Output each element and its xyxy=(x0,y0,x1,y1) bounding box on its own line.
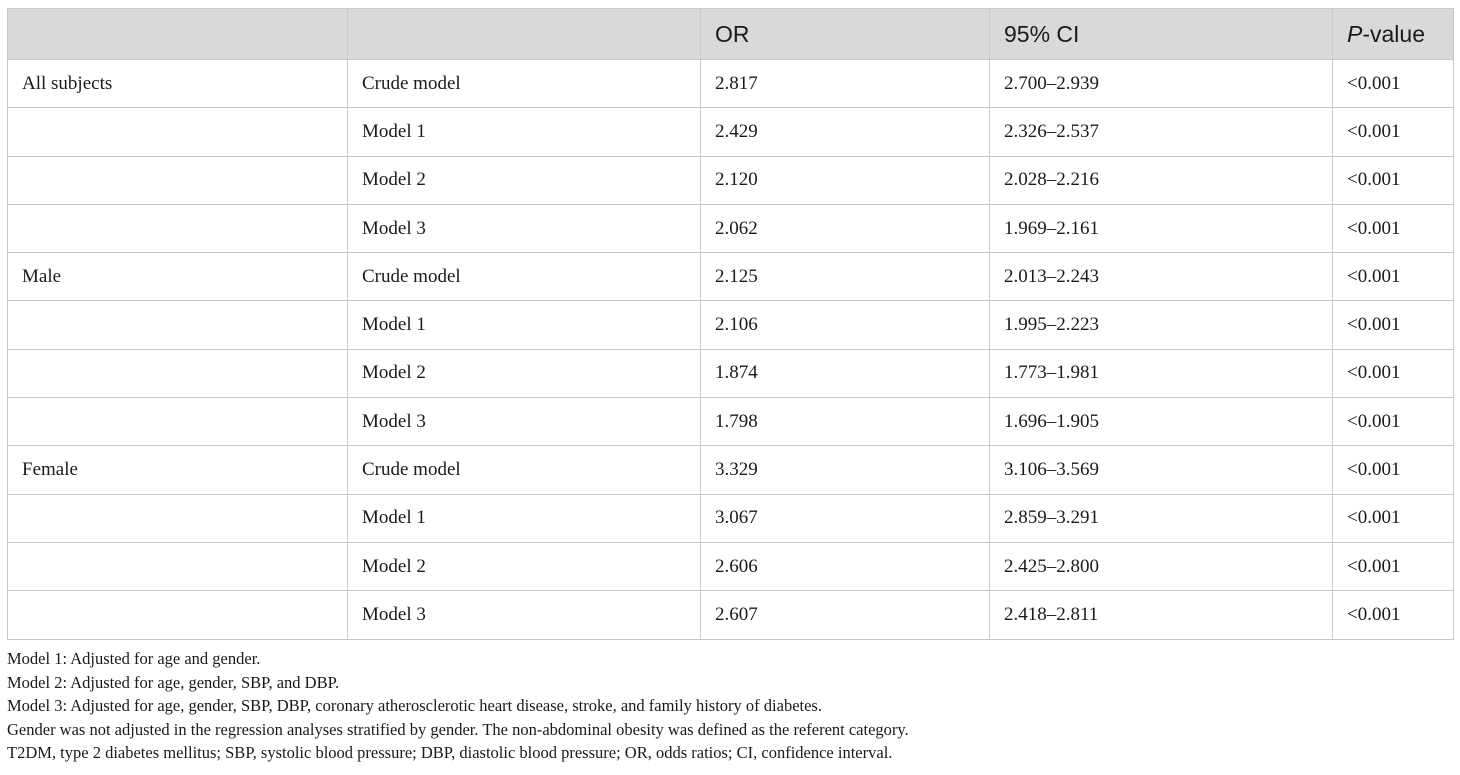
cell-or: 2.429 xyxy=(701,108,990,156)
cell-ci: 1.995–2.223 xyxy=(990,301,1333,349)
table-header-row xyxy=(8,9,1454,60)
results-table-container xyxy=(7,8,1453,640)
cell-ci: 2.326–2.537 xyxy=(990,108,1333,156)
cell-or: 3.067 xyxy=(701,494,990,542)
header-p-rest: -value xyxy=(1362,20,1425,47)
cell-or: 2.607 xyxy=(701,591,990,639)
cell-p-value: <0.001 xyxy=(1333,446,1454,494)
header-p-italic: P xyxy=(1347,20,1363,47)
cell-p-value: <0.001 xyxy=(1333,542,1454,590)
header-ci: 95% CI xyxy=(990,9,1333,60)
cell-or: 1.798 xyxy=(701,398,990,446)
cell-model: Model 1 xyxy=(348,301,701,349)
cell-p-value: <0.001 xyxy=(1333,301,1454,349)
cell-or: 1.874 xyxy=(701,349,990,397)
table-row xyxy=(8,349,1454,397)
cell-or: 2.062 xyxy=(701,204,990,252)
cell-model: Model 2 xyxy=(348,349,701,397)
cell-group: Male xyxy=(8,253,348,301)
table-row xyxy=(8,108,1454,156)
header-p-value xyxy=(1333,9,1454,60)
footnote-model-1: Model 1: Adjusted for age and gender. xyxy=(7,649,261,668)
table-row xyxy=(8,253,1454,301)
header-or: OR xyxy=(701,9,990,60)
cell-group xyxy=(8,301,348,349)
cell-model: Crude model xyxy=(348,446,701,494)
cell-group xyxy=(8,156,348,204)
cell-ci: 1.696–1.905 xyxy=(990,398,1333,446)
table-row xyxy=(8,204,1454,252)
header-group xyxy=(8,9,348,60)
cell-or: 2.817 xyxy=(701,60,990,108)
cell-ci: 2.028–2.216 xyxy=(990,156,1333,204)
cell-p-value: <0.001 xyxy=(1333,253,1454,301)
cell-p-value: <0.001 xyxy=(1333,349,1454,397)
cell-model: Model 3 xyxy=(348,204,701,252)
cell-or: 2.120 xyxy=(701,156,990,204)
cell-model: Crude model xyxy=(348,60,701,108)
table-row xyxy=(8,494,1454,542)
cell-p-value: <0.001 xyxy=(1333,398,1454,446)
footnote-gender: Gender was not adjusted in the regression analyses stratified by gender. The non-abdominal obesity was defined as the referent category. xyxy=(7,719,909,739)
table-body xyxy=(8,60,1454,640)
cell-group xyxy=(8,349,348,397)
table-row xyxy=(8,156,1454,204)
cell-model: Crude model xyxy=(348,253,701,301)
cell-group xyxy=(8,591,348,639)
table-row xyxy=(8,60,1454,108)
cell-p-value: <0.001 xyxy=(1333,494,1454,542)
cell-group: All subjects xyxy=(8,60,348,108)
footnote-model-2: Model 2: Adjusted for age, gender, SBP, and DBP. xyxy=(7,672,340,692)
cell-ci: 3.106–3.569 xyxy=(990,446,1333,494)
table-footnotes xyxy=(7,647,1453,765)
table-row xyxy=(8,446,1454,494)
table-row xyxy=(8,301,1454,349)
cell-ci: 2.013–2.243 xyxy=(990,253,1333,301)
cell-ci: 1.773–1.981 xyxy=(990,349,1333,397)
cell-group xyxy=(8,542,348,590)
cell-model: Model 2 xyxy=(348,542,701,590)
cell-ci: 2.859–3.291 xyxy=(990,494,1333,542)
cell-ci: 2.425–2.800 xyxy=(990,542,1333,590)
cell-group xyxy=(8,108,348,156)
cell-or: 3.329 xyxy=(701,446,990,494)
cell-model: Model 2 xyxy=(348,156,701,204)
footnote-model-3: Model 3: Adjusted for age, gender, SBP, DBP, coronary atherosclerotic heart disease, stroke, and family history of diabetes. xyxy=(7,696,822,715)
cell-group xyxy=(8,204,348,252)
cell-model: Model 3 xyxy=(348,398,701,446)
table-row xyxy=(8,591,1454,639)
cell-group: Female xyxy=(8,446,348,494)
cell-ci: 2.700–2.939 xyxy=(990,60,1333,108)
cell-group xyxy=(8,494,348,542)
footnote-abbreviations: T2DM, type 2 diabetes mellitus; SBP, systolic blood pressure; DBP, diastolic blood pressure; OR, odds ratios; CI, confidence interval. xyxy=(7,743,893,762)
cell-model: Model 3 xyxy=(348,591,701,639)
cell-p-value: <0.001 xyxy=(1333,60,1454,108)
odds-ratio-table xyxy=(7,8,1454,640)
cell-p-value: <0.001 xyxy=(1333,108,1454,156)
cell-ci: 1.969–2.161 xyxy=(990,204,1333,252)
cell-or: 2.125 xyxy=(701,253,990,301)
cell-or: 2.106 xyxy=(701,301,990,349)
cell-model: Model 1 xyxy=(348,108,701,156)
table-row xyxy=(8,398,1454,446)
cell-ci: 2.418–2.811 xyxy=(990,591,1333,639)
cell-p-value: <0.001 xyxy=(1333,156,1454,204)
cell-group xyxy=(8,398,348,446)
table-row xyxy=(8,542,1454,590)
cell-or: 2.606 xyxy=(701,542,990,590)
header-model xyxy=(348,9,701,60)
cell-p-value: <0.001 xyxy=(1333,591,1454,639)
cell-model: Model 1 xyxy=(348,494,701,542)
cell-p-value: <0.001 xyxy=(1333,204,1454,252)
